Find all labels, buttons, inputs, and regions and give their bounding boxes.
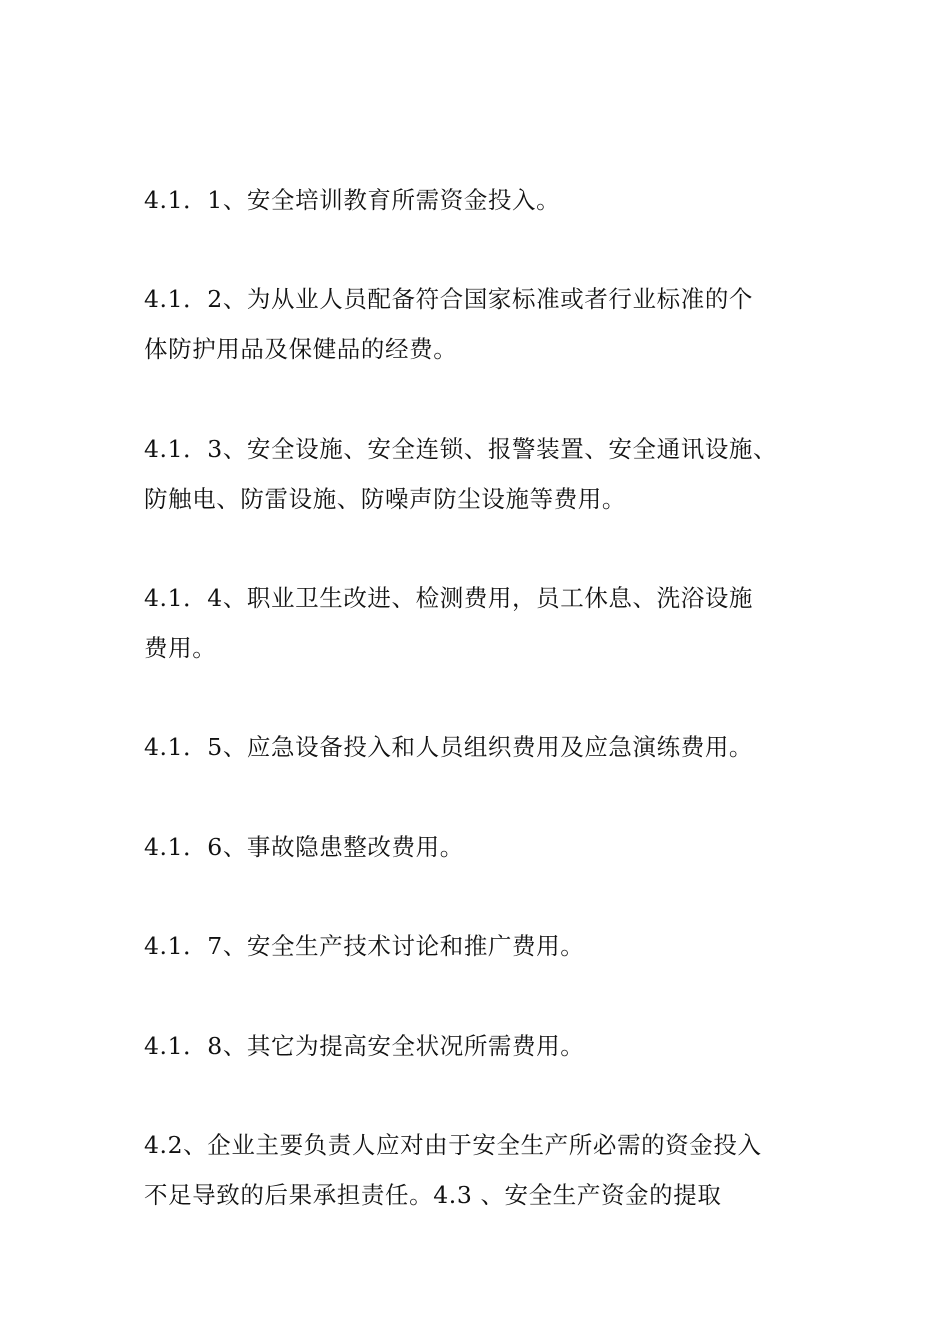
paragraph-4-1-7 [144,921,824,971]
text-line: 4.1．1、安全培训教育所需资金投入。 [144,186,561,214]
text-line: 4.1．2、为从业人员配备符合国家标准或者行业标准的个 [144,285,754,313]
paragraph-4-1-4 [144,573,824,673]
text-line: 体防护用品及保健品的经费。 [144,335,458,363]
paragraph-4-1-1 [144,175,824,225]
text-line: 4.1．3、安全设施、安全连锁、报警装置、安全通讯设施、 [144,435,778,463]
text-line: 4.2、企业主要负责人应对由于安全生产所必需的资金投入 [144,1131,762,1159]
text-line: 费用。 [144,634,217,662]
text-line: 4.1．4、职业卫生改进、检测费用，员工休息、洗浴设施 [144,584,754,612]
text-line: 4.1．7、安全生产技术讨论和推广费用。 [144,932,585,960]
paragraph-4-1-8 [144,1021,824,1071]
paragraph-4-1-2 [144,274,824,374]
text-line: 4.1．5、应急设备投入和人员组织费用及应急演练费用。 [144,733,754,761]
text-line: 不足导致的后果承担责任。4.3 、安全生产资金的提取 [144,1181,722,1209]
text-line: 4.1．8、其它为提高安全状况所需费用。 [144,1032,585,1060]
paragraph-4-1-6 [144,822,824,872]
text-line: 防触电、防雷设施、防噪声防尘设施等费用。 [144,485,626,513]
paragraph-4-1-3 [144,424,824,524]
paragraph-4-1-5 [144,722,824,772]
paragraph-4-2 [144,1120,824,1220]
text-line: 4.1．6、事故隐患整改费用。 [144,833,464,861]
